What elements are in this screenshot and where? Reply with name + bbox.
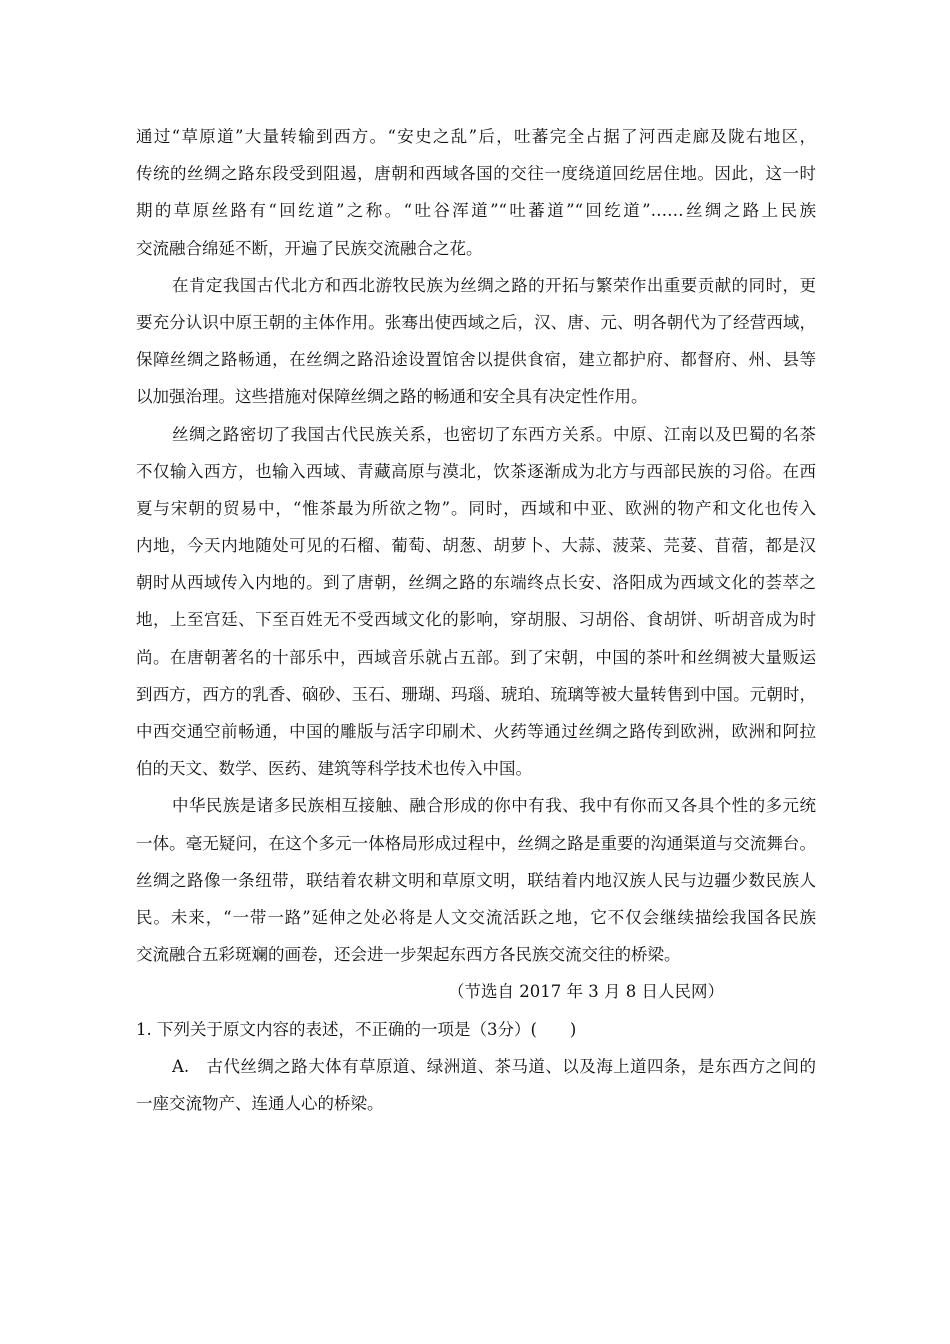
text-line: 通过“草原道”大量转输到西方。“安史之乱”后，吐蕃完全占据了河西走廊及陇右地区，	[136, 127, 816, 146]
paragraph	[136, 118, 816, 267]
text-line: 传统的丝绸之路东段受到阻遏，唐朝和西域各国的交往一度绕道回纥居住地。因此，这一时	[136, 164, 816, 184]
text-line: 丝绸之路像一条纽带，联结着农耕文明和草原文明，联结着内地汉族人民与边疆少数民族人	[136, 870, 816, 890]
text-line: 伯的天文、数学、医药、建筑等科学技术也传入中国。	[136, 759, 532, 779]
text-line: 要充分认识中原王朝的主体作用。张骞出使西域之后，汉、唐、元、明各朝代为了经营西域，	[136, 312, 816, 332]
text-line: 尚。在唐朝著名的十部乐中，西域音乐就占五部。到了宋朝，中国的茶叶和丝绸被大量贩运	[136, 647, 816, 667]
text-line: 民。未来，“一带一路”延伸之处必将是人文交流活跃之地，它不仅会继续描绘我国各民族	[136, 907, 816, 927]
text-line: 到西方，西方的乳香、硇砂、玉石、珊瑚、玛瑙、琥珀、琉璃等被大量转售到中国。元朝时，	[136, 684, 816, 704]
option-a	[136, 1048, 816, 1122]
document-page	[136, 118, 816, 1122]
text-line: 期的草原丝路有“回纥道”之称。“吐谷浑道”“吐蕃道”“回纥道”……丝绸之路上民族	[136, 201, 816, 221]
text-line: 在肯定我国古代北方和西北游牧民族为丝绸之路的开拓与繁荣作出重要贡献的同时，更	[172, 275, 816, 295]
paragraph	[136, 267, 816, 416]
paragraph	[136, 787, 816, 973]
question-stem: 1. 下列关于原文内容的表述，不正确的一项是（3分）( )	[136, 1019, 577, 1039]
text-line: 以加强治理。这些措施对保障丝绸之路的畅通和安全具有决定性作用。	[136, 387, 648, 407]
text-line: 一体。毫无疑问，在这个多元一体格局形成过程中，丝绸之路是重要的沟通渠道与交流舞台。	[136, 833, 816, 853]
text-line: 保障丝绸之路畅通，在丝绸之路沿途设置馆舍以提供食宿，建立都护府、都督府、州、县等	[136, 350, 816, 370]
text-line: 内地，今天内地随处可见的石榴、葡萄、胡葱、胡萝卜、大蒜、菠菜、芫荽、苜蓿，都是汉	[136, 536, 816, 556]
text-line: 丝绸之路密切了我国古代民族关系，也密切了东西方关系。中原、江南以及巴蜀的名茶	[172, 424, 816, 444]
text-line: 不仅输入西方，也输入西域、青藏高原与漠北，饮茶逐渐成为北方与西部民族的习俗。在西	[136, 461, 816, 481]
text-line: 中华民族是诸多民族相互接触、融合形成的你中有我、我中有你而又各具个性的多元统	[172, 796, 816, 816]
source-citation: （节选自 2017 年 3 月 8 日人民网）	[448, 982, 724, 1002]
text-line: 中西交通空前畅通，中国的雕版与活字印刷术、火药等通过丝绸之路传到欧洲，欧洲和阿拉	[136, 722, 816, 741]
text-line: 交流融合绵延不断，开遍了民族交流融合之花。	[136, 238, 483, 258]
text-line: 朝时从西域传入内地的。到了唐朝，丝绸之路的东端终点长安、洛阳成为西域文化的荟萃之	[136, 573, 816, 593]
text-line: 交流融合五彩斑斓的画卷，还会进一步架起东西方各民族交流交往的桥梁。	[136, 945, 681, 965]
paragraph	[136, 416, 816, 788]
text-line: 夏与宋朝的贸易中，“惟茶最为所欲之物”。同时，西域和中亚、欧洲的物产和文化也传入	[136, 498, 816, 518]
option-line: A. 古代丝绸之路大体有草原道、绿洲道、茶马道、以及海上道四条，是东西方之间的	[172, 1056, 816, 1076]
option-line: 一座交流物产、连通人心的桥梁。	[136, 1093, 384, 1113]
text-line: 地，上至宫廷、下至百姓无不受西域文化的影响，穿胡服、习胡俗、食胡饼、听胡音成为时	[136, 610, 816, 630]
